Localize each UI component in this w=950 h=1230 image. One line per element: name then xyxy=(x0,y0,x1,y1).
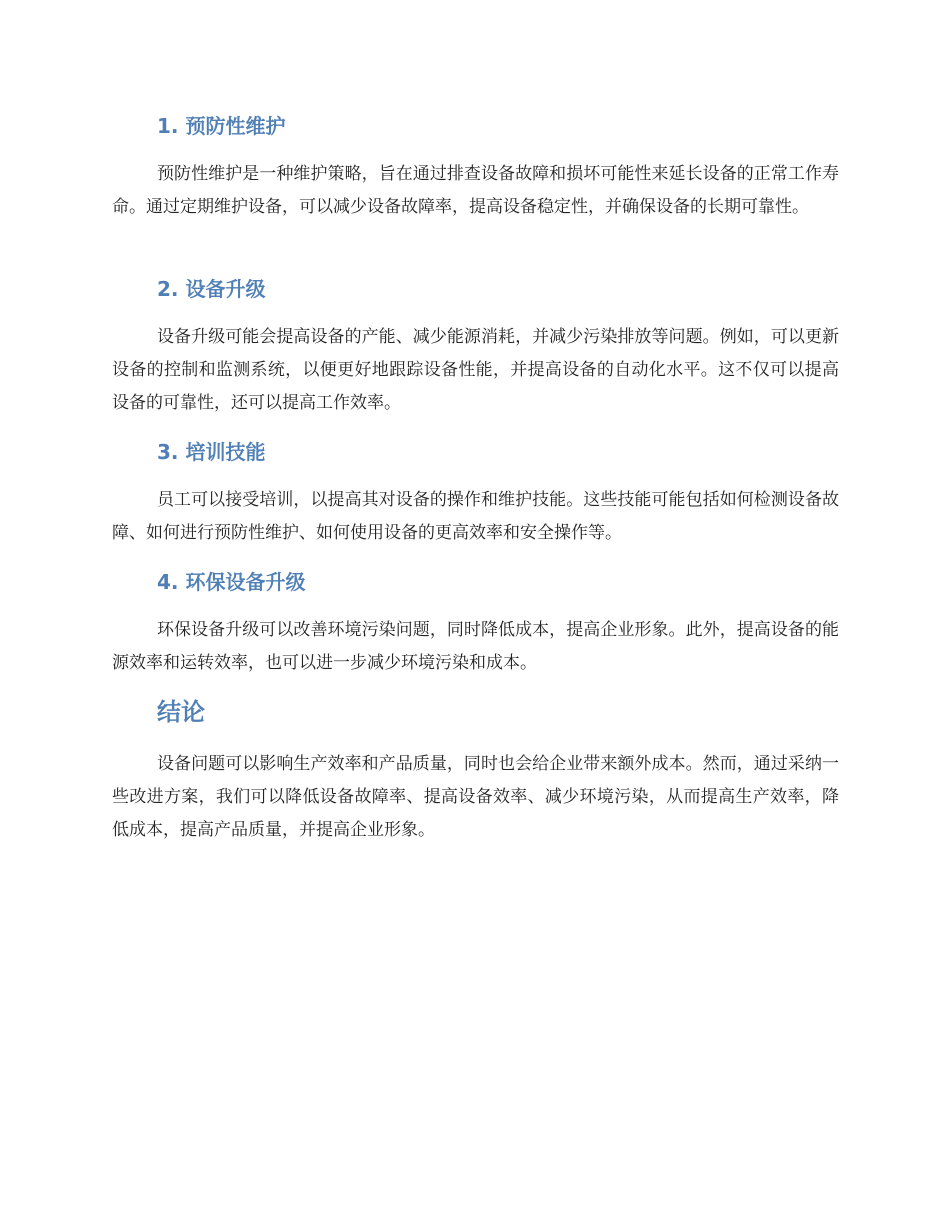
section-paragraph: 设备升级可能会提高设备的产能、减少能源消耗，并减少污染排放等问题。例如，可以更新设备的控制和监测系统，以便更好地跟踪设备性能，并提高设备的自动化水平。这不仅可以提高设备的可靠性，还可以提高工作效率。 xyxy=(112,327,839,413)
section-heading: 3. 培训技能 xyxy=(157,440,266,464)
section-preventive-maintenance xyxy=(0,112,950,217)
section-conclusion xyxy=(0,696,950,840)
section-paragraph: 员工可以接受培训，以提高其对设备的操作和维护技能。这些技能可能包括如何检测设备故障、如何进行预防性维护、如何使用设备的更高效率和安全操作等。 xyxy=(112,490,839,543)
section-paragraph: 预防性维护是一种维护策略，旨在通过排查设备故障和损坏可能性来延长设备的正常工作寿命。通过定期维护设备，可以减少设备故障率，提高设备稳定性，并确保设备的长期可靠性。 xyxy=(112,164,839,217)
section-skill-training xyxy=(0,438,950,543)
conclusion-paragraph: 设备问题可以影响生产效率和产品质量，同时也会给企业带来额外成本。然而，通过采纳一些改进方案，我们可以降低设备故障率、提高设备效率、减少环境污染，从而提高生产效率，降低成本，提高产品质量，并提高企业形象。 xyxy=(112,754,839,840)
section-eco-equipment-upgrade xyxy=(0,568,950,673)
section-heading: 1. 预防性维护 xyxy=(157,114,286,138)
section-heading: 4. 环保设备升级 xyxy=(157,570,306,594)
section-equipment-upgrade xyxy=(0,275,950,413)
section-heading: 2. 设备升级 xyxy=(157,277,266,301)
section-paragraph: 环保设备升级可以改善环境污染问题，同时降低成本，提高企业形象。此外，提高设备的能源效率和运转效率，也可以进一步减少环境污染和成本。 xyxy=(112,620,839,673)
conclusion-heading: 结论 xyxy=(157,698,205,726)
